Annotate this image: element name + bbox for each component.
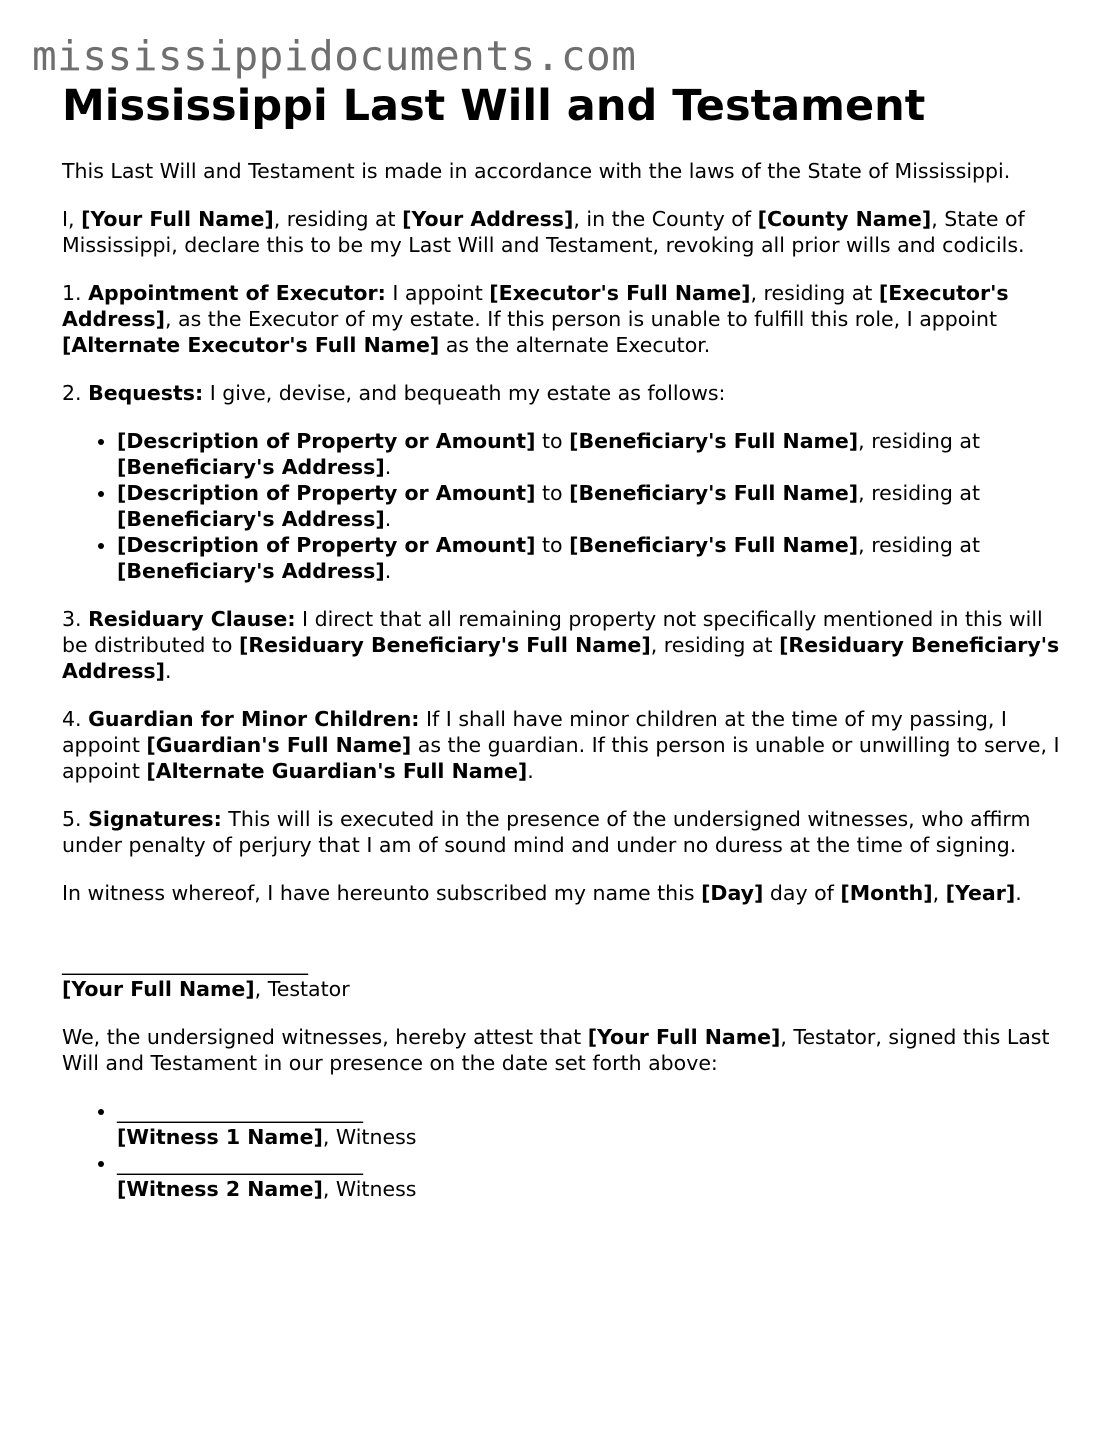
witness-whereof-paragraph: In witness whereof, I have hereunto subscribed my name this [Day] day of [Month], [Year].	[62, 881, 1022, 905]
guardian-name-field: [Guardian's Full Name]	[146, 733, 412, 757]
page-title: Mississippi Last Will and Testament	[62, 81, 926, 131]
county-field: [County Name]	[757, 207, 932, 231]
attestation-testator-name: [Your Full Name]	[587, 1025, 781, 1049]
testator-name-field: [Your Full Name]	[81, 207, 274, 231]
testator-signature-name: [Your Full Name]	[62, 977, 255, 1001]
guardian-section: 4. Guardian for Minor Children: If I shall have minor children at the time of my passing, I appoint [Guardian's Full Name] as the guardian. If this person is unable or unwilling to serve, I appoint [Alternate Guardian's Full Name].	[62, 707, 1060, 783]
document-body	[62, 80, 1072, 1224]
testator-signature-block: ________________________ [Your Full Name], Testator	[62, 951, 350, 1001]
executor-section: 1. Appointment of Executor: I appoint [Executor's Full Name], residing at [Executor's Address], as the Executor of my estate. If this person is unable to fulfill this role, I appoint [Alternate Executor's Full Name] as the alternate Executor.	[62, 281, 1009, 357]
witness-signature-item: • ________________________ [Witness 2 Name], Witness	[117, 1150, 1072, 1202]
executor-address-field: [Executor's Address]	[62, 281, 1009, 331]
executor-name-field: [Executor's Full Name]	[489, 281, 751, 305]
residuary-heading: Residuary Clause:	[88, 607, 296, 631]
testator-signature-line: ________________________	[62, 951, 308, 975]
alternate-guardian-field: [Alternate Guardian's Full Name]	[146, 759, 528, 783]
testator-address-field: [Your Address]	[402, 207, 574, 231]
witness-signature-line: ________________________	[117, 1099, 363, 1123]
watermark: mississippidocuments.com	[32, 32, 637, 80]
guardian-heading: Guardian for Minor Children:	[88, 707, 420, 731]
bequest-item: • [Description of Property or Amount] to [Beneficiary's Full Name], residing at [Beneficiary's Address].	[117, 532, 1072, 584]
bequest-item: • [Description of Property or Amount] to [Beneficiary's Full Name], residing at [Beneficiary's Address].	[117, 428, 1072, 480]
residuary-address-field: [Residuary Beneficiary's Address]	[62, 633, 1060, 683]
witness-signature-line: ________________________	[117, 1151, 363, 1175]
bequests-list	[62, 428, 1072, 584]
bequests-section: 2. Bequests: I give, devise, and bequeath my estate as follows:	[62, 381, 726, 405]
year-field: [Year]	[945, 881, 1016, 905]
signatures-section: 5. Signatures: This will is executed in the presence of the undersigned witnesses, who affirm under penalty of perjury that I am of sound mind and under no duress at the time of signing.	[62, 807, 1031, 857]
bequest-item: • [Description of Property or Amount] to [Beneficiary's Full Name], residing at [Beneficiary's Address].	[117, 480, 1072, 532]
declaration-paragraph: I, [Your Full Name], residing at [Your Address], in the County of [County Name], State of Mississippi, declare this to be my Last Will and Testament, revoking all prior wills and codicils.	[62, 207, 1025, 257]
residuary-name-field: [Residuary Beneficiary's Full Name]	[238, 633, 651, 657]
attestation-paragraph: We, the undersigned witnesses, hereby attest that [Your Full Name], Testator, signed this Last Will and Testament in our presence on the date set forth above:	[62, 1025, 1050, 1075]
intro-paragraph: This Last Will and Testament is made in accordance with the laws of the State of Mississippi.	[62, 159, 1011, 183]
residuary-section: 3. Residuary Clause: I direct that all remaining property not specifically mentioned in this will be distributed to [Residuary Beneficiary's Full Name], residing at [Residuary Beneficiary's Address].	[62, 607, 1060, 683]
month-field: [Month]	[840, 881, 933, 905]
executor-heading: Appointment of Executor:	[88, 281, 386, 305]
signatures-heading: Signatures:	[88, 807, 222, 831]
bequests-heading: Bequests:	[88, 381, 204, 405]
witness-list	[62, 1098, 1072, 1202]
witness-signature-item: • ________________________ [Witness 1 Name], Witness	[117, 1098, 1072, 1150]
day-field: [Day]	[701, 881, 764, 905]
alternate-executor-field: [Alternate Executor's Full Name]	[62, 333, 440, 357]
